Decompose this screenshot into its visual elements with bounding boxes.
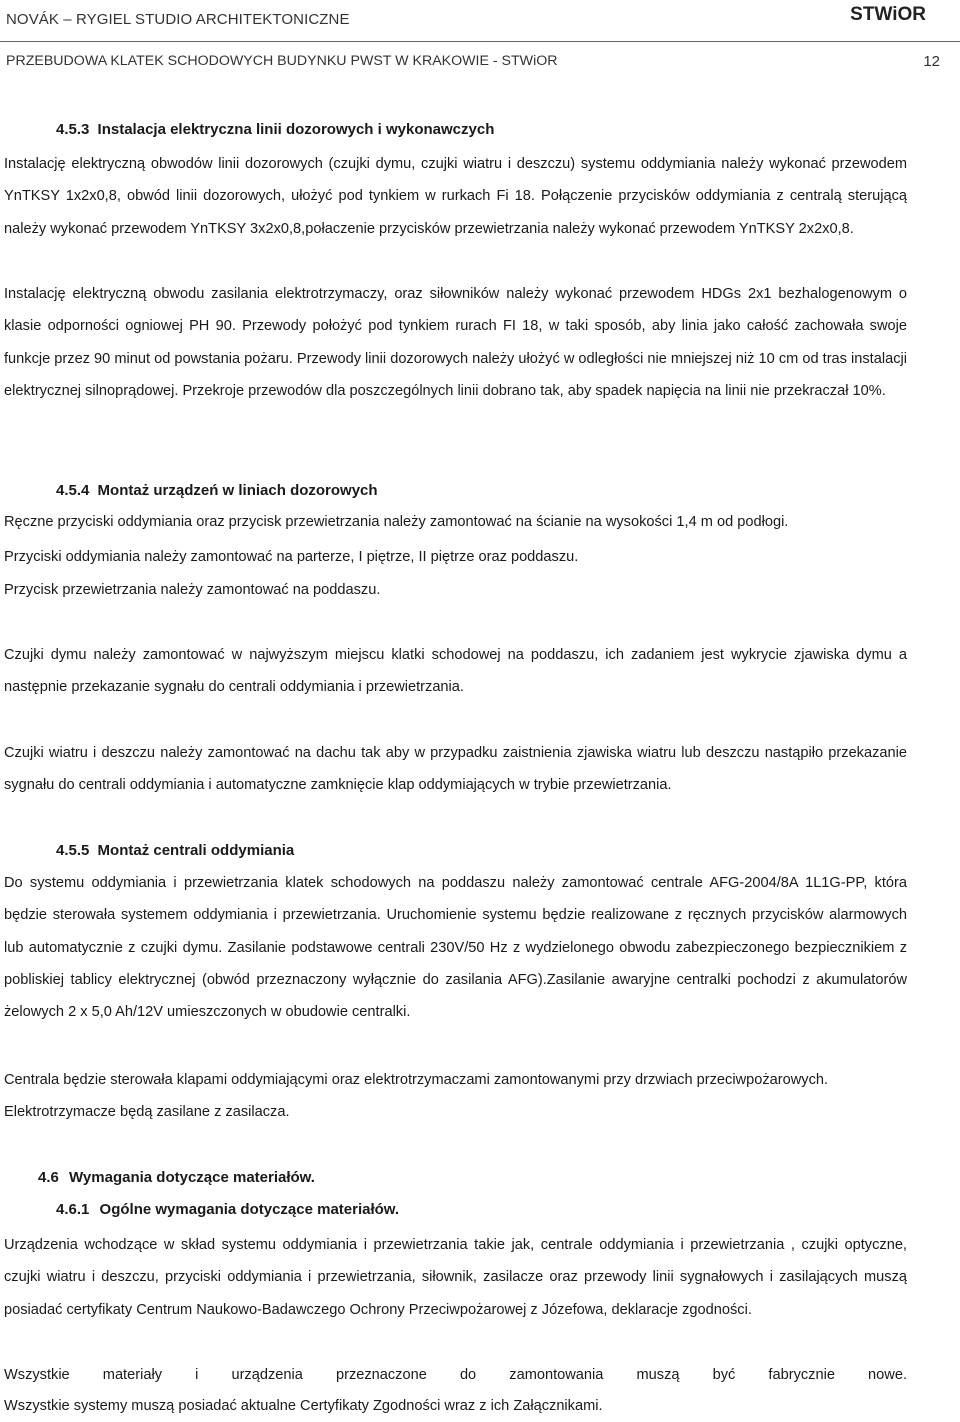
section-heading-4-6 <box>38 1169 315 1186</box>
paragraph: Wszystkie systemy muszą posiadać aktualne Certyfikaty Zgodności wraz z ich Załącznikami. <box>4 1398 603 1414</box>
paragraph: Centrala będzie sterowała klapami oddymiającymi oraz elektrotrzymaczami zamontowanymi przy drzwiach przeciwpożarowych. <box>4 1072 829 1088</box>
section-title: Montaż urządzeń w liniach dozorowych <box>97 482 378 499</box>
paragraph: Urządzenia wchodzące w skład systemu oddymiania i przewietrzania takie jak, centrale oddymiania i przewietrzania , czujki optyczne, czujki wiatru i deszczu, przyciski oddymiania i przewietrzania, siłownik, zasilacze oraz przewody linii sygnałowych i zasilających muszą posiadać certyfikaty Centrum Naukowo-Badawczego Ochrony Przeciwpożarowej z Józefowa, deklaracje zgodności. <box>4 1237 907 1318</box>
section-number: 4.5.3 <box>56 121 90 138</box>
section-heading-4-5-5 <box>56 842 294 859</box>
paragraph: Wszystkie materiały i urządzenia przeznaczone do zamontowania muszą być fabrycznie nowe. <box>4 1367 907 1383</box>
section-heading-4-6-1 <box>56 1201 399 1218</box>
paragraph: Czujki dymu należy zamontować w najwyższym miejscu klatki schodowej na poddaszu, ich zadaniem jest wykrycie zjawiska dymu a następnie przekazanie sygnału do centrali oddymiania i przewietrzania. <box>4 647 907 696</box>
header-brand: STWiOR <box>850 4 926 25</box>
section-title: Montaż centrali oddymiania <box>97 842 295 859</box>
paragraph: Ręczne przyciski oddymiania oraz przycisk przewietrzania należy zamontować na ścianie na wysokości 1,4 m od podłogi. <box>4 514 789 530</box>
paragraph: Przyciski oddymiania należy zamontować na parterze, I piętrze, II piętrze oraz poddaszu. <box>4 549 579 565</box>
section-title: Ogólne wymagania dotyczące materiałów. <box>99 1201 400 1218</box>
paragraph: Przycisk przewietrzania należy zamontować na poddaszu. <box>4 582 381 598</box>
paragraph: Instalację elektryczną obwodów linii dozorowych (czujki dymu, czujki wiatru i deszczu) systemu oddymiania należy wykonać przewodem YnTKSY 1x2x0,8, obwód linii dozorowych, ułożyć pod tynkiem w rurkach Fi 18. Połączenie przycisków oddymiania z centralą sterującą należy wykonać przewodem YnTKSY 3x2x0,8,połaczenie przycisków przewietrzania należy wykonać przewodem YnTKSY 2x2x0,8. <box>4 156 907 237</box>
section-number: 4.6 <box>38 1169 59 1186</box>
section-number: 4.6.1 <box>56 1201 90 1218</box>
section-title: Wymagania dotyczące materiałów. <box>69 1169 315 1186</box>
section-title: Instalacja elektryczna linii dozorowych i wykonawczych <box>97 121 495 138</box>
page-number: 12 <box>923 53 940 70</box>
section-heading-4-5-4 <box>56 482 378 499</box>
paragraph: Czujki wiatru i deszczu należy zamontować na dachu tak aby w przypadku zaistnienia zjawiska wiatru lub deszczu nastąpiło przekazanie sygnału do centrali oddymiania i automatyczne zamknięcie klap oddymiających w trybie przewietrzania. <box>4 745 907 794</box>
section-number: 4.5.4 <box>56 482 90 499</box>
section-number: 4.5.5 <box>56 842 90 859</box>
paragraph: Do systemu oddymiania i przewietrzania klatek schodowych na poddaszu należy zamontować centrale AFG-2004/8A 1L1G-PP, która będzie sterowała systemem oddymiania i przewietrzania. Uruchomienie systemu będzie realizowane z ręcznych przycisków alarmowych lub automatycznie z czujki dymu. Zasilanie podstawowe centrali 230V/50 Hz z wydzielonego obwodu zabezpieczonego bezpiecznikiem z pobliskiej tablicy elektrycznej (obwód przeznaczony wyłącznie do zasilania AFG).Zasilanie awaryjne centralki pochodzi z akumulatorów żelowych 2 x 5,0 Ah/12V umieszczonych w obudowie centralki. <box>4 875 907 1021</box>
section-heading-4-5-3 <box>56 121 494 138</box>
paragraph: Elektrotrzymacze będą zasilane z zasilacza. <box>4 1104 290 1120</box>
header-divider <box>0 41 960 42</box>
header-company: NOVÁK – RYGIEL STUDIO ARCHITEKTONICZNE <box>6 11 350 28</box>
header-subtitle: PRZEBUDOWA KLATEK SCHODOWYCH BUDYNKU PWST W KRAKOWIE - STWiOR <box>6 53 558 69</box>
paragraph: Instalację elektryczną obwodu zasilania elektrotrzymaczy, oraz siłowników należy wykonać przewodem HDGs 2x1 bezhalogenowym o klasie odporności ogniowej PH 90. Przewody położyć pod tynkiem rurach FI 18, w taki sposób, aby linia jako całość zachowała swoje funkcje przez 90 minut od powstania pożaru. Przewody linii dozorowych należy ułożyć w odległości nie mniejszej niż 10 cm od tras instalacji elektrycznej silnoprądowej. Przekroje przewodów dla poszczególnych linii dobrano tak, aby spadek napięcia na linii nie przekraczał 10%. <box>4 286 907 399</box>
